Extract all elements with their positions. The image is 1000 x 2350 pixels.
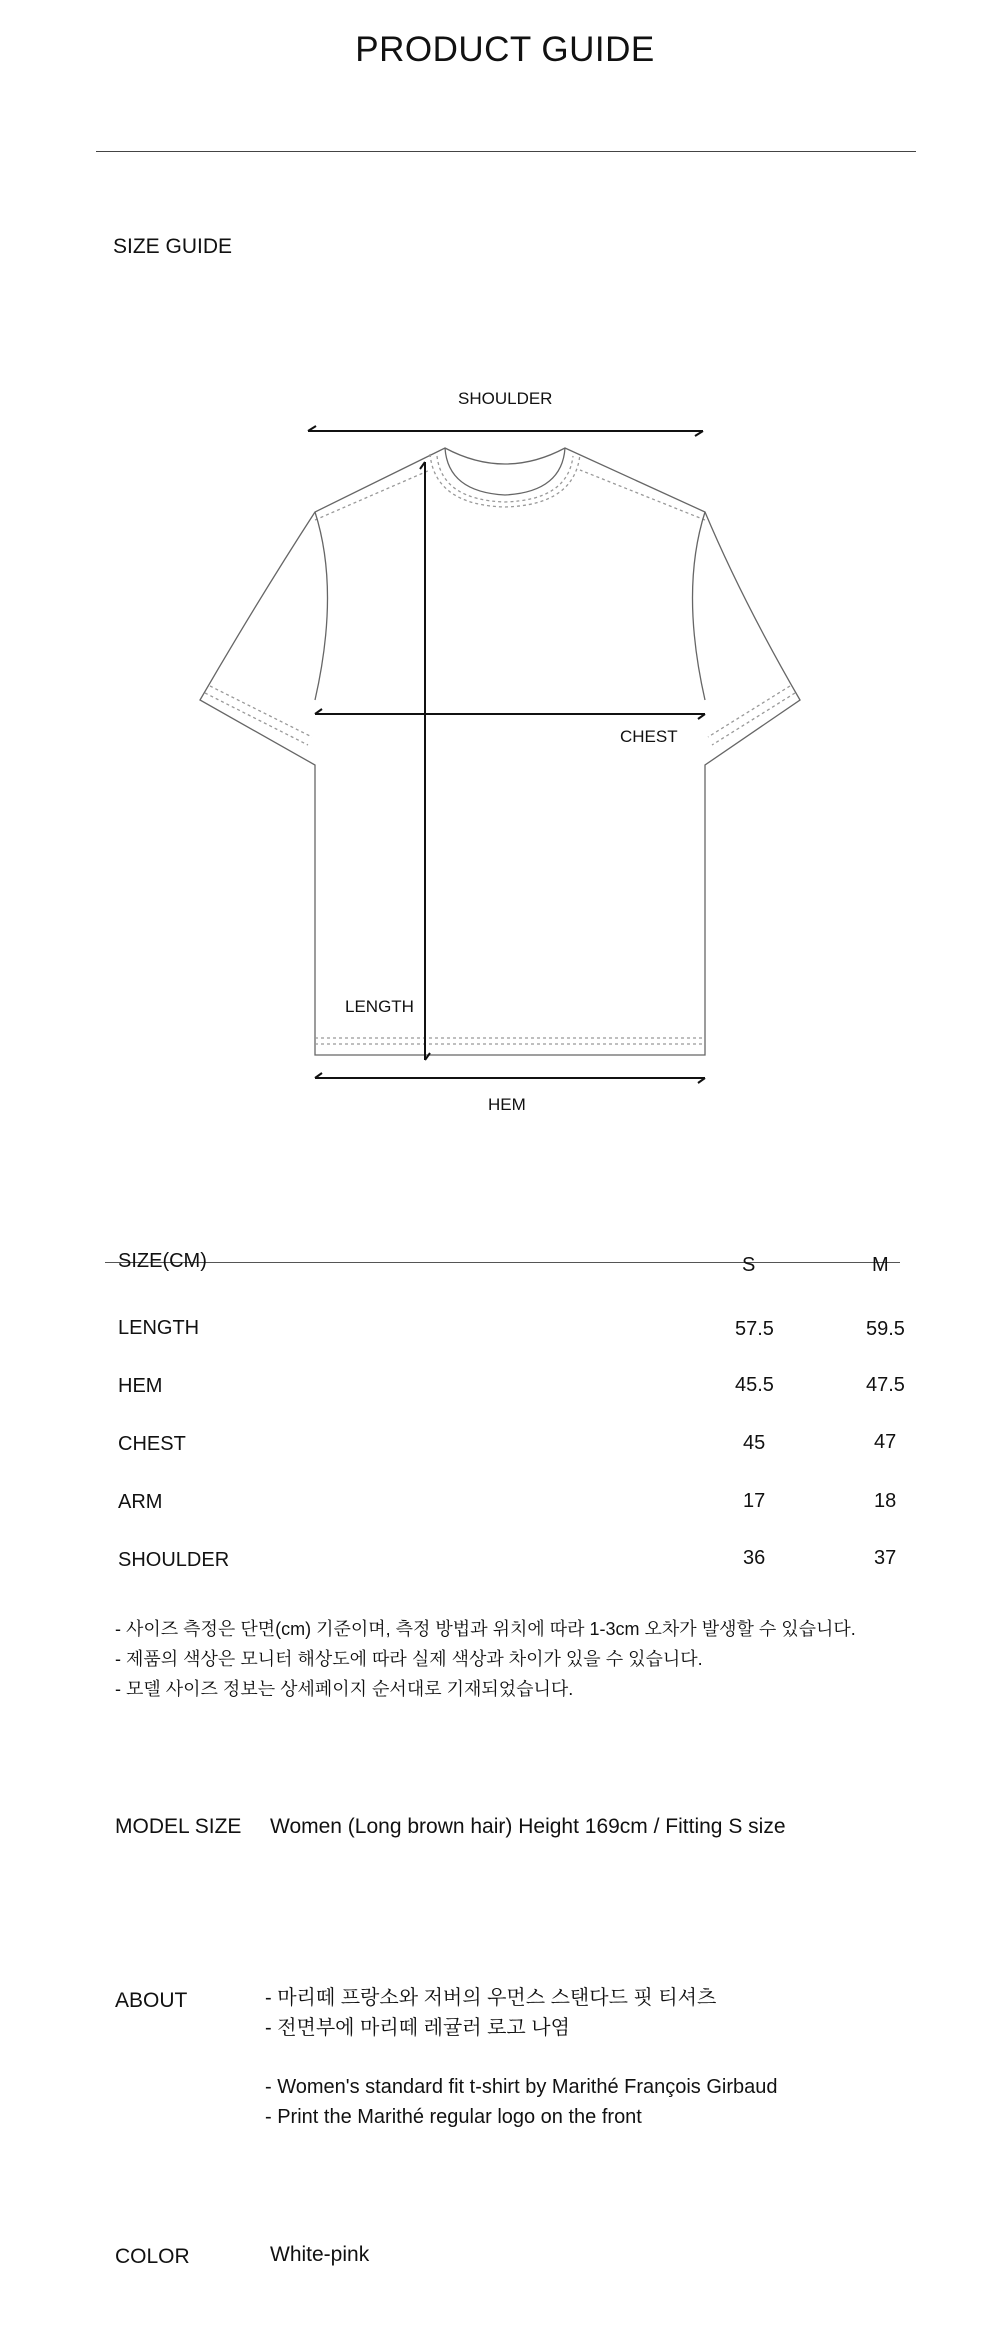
about-line: - 마리떼 프랑소와 저버의 우먼스 스탠다드 핏 티셔츠 bbox=[265, 1987, 717, 2009]
size-table-unit-label: SIZE(CM) bbox=[118, 1250, 207, 1272]
color-value: White-pink bbox=[270, 2243, 370, 2266]
row-arm-s: 17 bbox=[743, 1490, 766, 1512]
about-label: ABOUT bbox=[115, 1989, 188, 2012]
tshirt-outline bbox=[200, 448, 800, 1055]
chest-label: CHEST bbox=[620, 727, 678, 746]
row-hem-label: HEM bbox=[118, 1375, 163, 1397]
size-table-header bbox=[105, 1214, 900, 1263]
model-size-label: MODEL SIZE bbox=[115, 1815, 242, 1838]
page-title: PRODUCT GUIDE bbox=[355, 30, 655, 69]
about-line: - Women's standard fit t-shirt by Marithé François Girbaud bbox=[265, 2076, 778, 2098]
row-arm-m: 18 bbox=[874, 1490, 897, 1512]
shoulder-label: SHOULDER bbox=[458, 389, 553, 408]
row-shoulder-m: 37 bbox=[874, 1547, 897, 1569]
color-label: COLOR bbox=[115, 2245, 190, 2268]
row-length-m: 59.5 bbox=[866, 1318, 905, 1340]
about-line: - Print the Marithé regular logo on the front bbox=[265, 2106, 642, 2128]
size-header-s: S bbox=[742, 1254, 756, 1276]
size-header-m: M bbox=[872, 1254, 889, 1276]
length-label: LENGTH bbox=[345, 997, 414, 1016]
model-size-value: Women (Long brown hair) Height 169cm / Fitting S size bbox=[270, 1815, 786, 1838]
row-hem-m: 47.5 bbox=[866, 1374, 905, 1396]
size-guide-heading: SIZE GUIDE bbox=[113, 235, 233, 258]
about-line: - 전면부에 마리떼 레귤러 로고 나염 bbox=[265, 2017, 570, 2039]
note-line: - 사이즈 측정은 단면(cm) 기준이며, 측정 방법과 위치에 따라 1-3cm 오차가 발생할 수 있습니다. bbox=[115, 1619, 856, 1639]
hem-label: HEM bbox=[488, 1095, 526, 1114]
note-line: - 모델 사이즈 정보는 상세페이지 순서대로 기재되었습니다. bbox=[115, 1679, 574, 1699]
tshirt-collar bbox=[445, 448, 565, 495]
row-length-s: 57.5 bbox=[735, 1318, 774, 1340]
about-korean bbox=[265, 1983, 716, 2043]
row-length-label: LENGTH bbox=[118, 1317, 200, 1339]
row-chest-s: 45 bbox=[743, 1432, 766, 1454]
tshirt-measurement-diagram bbox=[0, 0, 1000, 1120]
row-shoulder-label: SHOULDER bbox=[118, 1549, 230, 1571]
row-chest-m: 47 bbox=[874, 1431, 897, 1453]
note-line: - 제품의 색상은 모니터 해상도에 따라 실제 색상과 차이가 있을 수 있습니다. bbox=[115, 1649, 703, 1669]
row-chest-label: CHEST bbox=[118, 1433, 186, 1455]
size-notes bbox=[115, 1614, 856, 1704]
row-arm-label: ARM bbox=[118, 1491, 163, 1513]
row-shoulder-s: 36 bbox=[743, 1547, 766, 1569]
about-english bbox=[265, 2072, 778, 2132]
row-hem-s: 45.5 bbox=[735, 1374, 774, 1396]
